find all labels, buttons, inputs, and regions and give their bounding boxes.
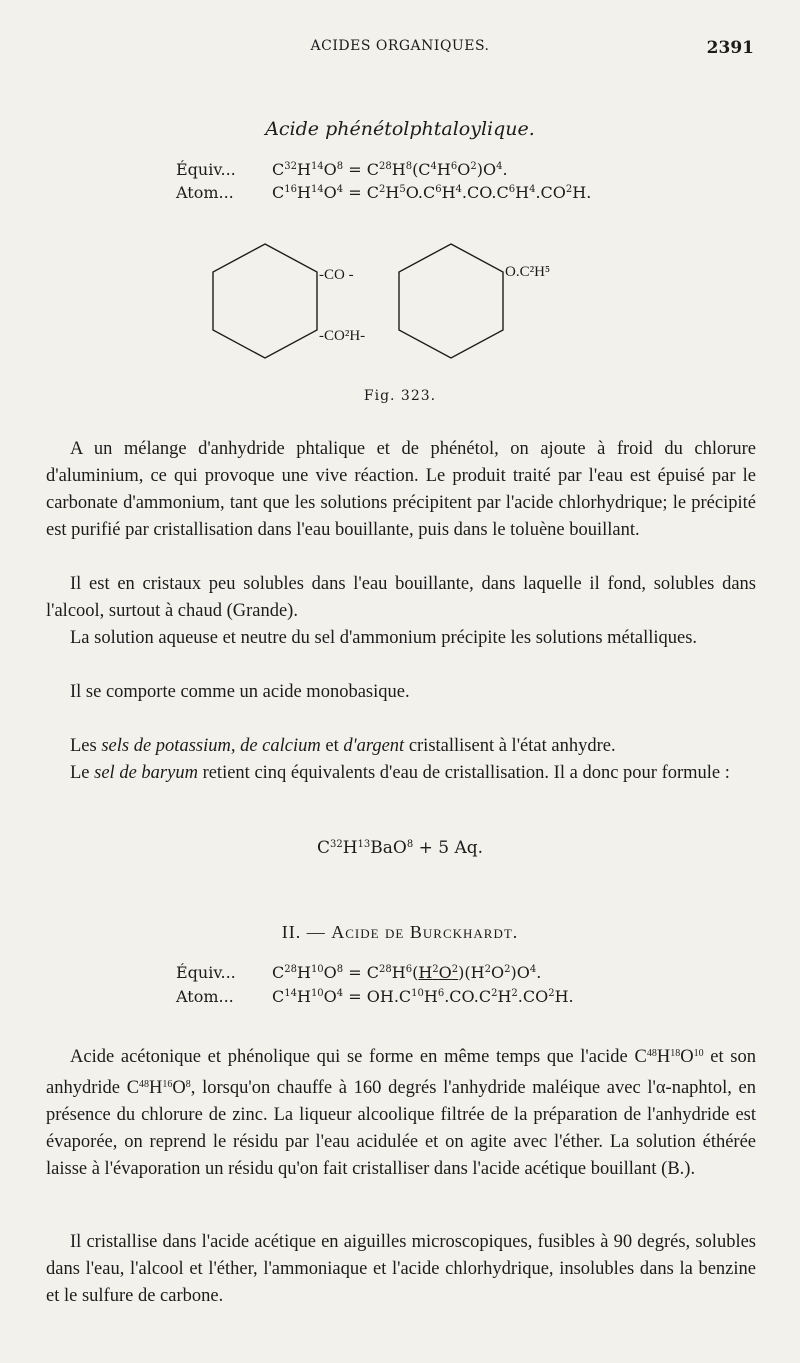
paragraph-ammonium-salt: La solution aqueuse et neutre du sel d'ammonium précipite les solutions métalliques. <box>70 628 698 648</box>
atom-formula-value: $C^{16}H^{14}O^4 = C^2H^5O.C^6H^4.CO.C^6H^4.CO^2H$. <box>272 183 592 202</box>
carboxyl-label: -CO²H- <box>319 328 366 344</box>
paragraph-formation: Acide acétonique et phénolique qui se forme en même temps que l'acide $C^{48}H^{18}O^{10}$ et son anhydride $C^{48}H^{16}O^8$, lorsqu'on chauffe à 160 degrés l'anhydride maléique avec l'α-naphtol, en présence du chlorure de zinc. La liqueur alcoolique filtrée de la préparation de l'anhydride est évaporée, on reprend le résidu par l'eau acidulée et on agite avec l'éther. La solution éthérée laisse à l'évaporation un résidu qu'on fait cristalliser dans l'acide acétique bouillant (B.). <box>46 1047 757 1179</box>
paragraph-monobasic: Il se comporte comme un acide monobasique. <box>70 682 410 702</box>
baryum-salt-formula: $C^{32}H^{13}BaO^8 + 5$ Aq. <box>316 838 484 858</box>
structure-diagram <box>205 236 595 386</box>
page-number: 2391 <box>706 38 754 58</box>
figure-caption: Fig. 323. <box>363 388 437 404</box>
salts-italic-1: sels de potassium, de calcium <box>101 736 321 756</box>
equiv-label-2: Équiv... <box>176 963 236 982</box>
running-title: ACIDES ORGANIQUES. <box>310 38 490 54</box>
paragraph-crystallisation: Il cristallise dans l'acide acétique en aiguilles microscopiques, fusibles à 90 degrés, solubles dans l'eau, l'alcool et l'éther, l'ammoniaque et l'acide chlorhydrique, insolubles dans la benzine et le sulfure de carbone. <box>46 1232 756 1306</box>
section-heading-burckhardt: II. — Acide de Burckhardt. <box>281 922 519 942</box>
running-head <box>0 38 800 62</box>
paragraph-baryum: Le sel de baryum retient cinq équivalents d'eau de cristallisation. Il a donc pour formule : <box>70 763 730 783</box>
equiv-label: Équiv... <box>176 160 236 179</box>
equiv-formula-value-2: $C^{28}H^{10}O^8 = C^{28}H^6(H^2O^2)(H^2O^2)O^4$. <box>272 963 542 982</box>
atom-label: Atom... <box>176 183 234 202</box>
ethoxy-label: O.C²H⁵ <box>505 264 551 280</box>
paragraph-solubility: Il est en cristaux peu solubles dans l'eau bouillante, dans laquelle il fond, solubles dans l'alcool, surtout à chaud (Grande). <box>46 574 756 621</box>
carbonyl-label: -CO - <box>319 267 354 283</box>
paragraph-salts: Les sels de potassium, de calcium et d'argent cristallisent à l'état anhydre. <box>70 736 616 756</box>
benzene-ring-right <box>399 244 503 358</box>
atom-label-2: Atom... <box>176 987 234 1006</box>
paragraph-preparation: A un mélange d'anhydride phtalique et de phénétol, on ajoute à froid du chlorure d'aluminium, ce qui provoque une vive réaction. Le produit traité par l'eau est épuisé par le carbonate d'ammonium, tant que les solutions précipitent par l'acide chlorhydrique; le précipité est purifié par cristallisation dans l'eau bouillante, puis dans le toluène bouillant. <box>46 439 756 540</box>
equiv-formula-value: $C^{32}H^{14}O^8 = C^{28}H^8(C^4H^6O^2)O^4$. <box>272 160 508 179</box>
benzene-ring-left <box>213 244 317 358</box>
salts-italic-2: d'argent <box>343 736 405 756</box>
atom-formula-value-2: $C^{14}H^{10}O^4 = OH.C^{10}H^6.CO.C^2H^2.CO^2H$. <box>272 987 574 1006</box>
acid-title: Acide phénétolphtaloylique. <box>265 118 535 140</box>
baryum-italic: sel de baryum <box>94 763 198 783</box>
